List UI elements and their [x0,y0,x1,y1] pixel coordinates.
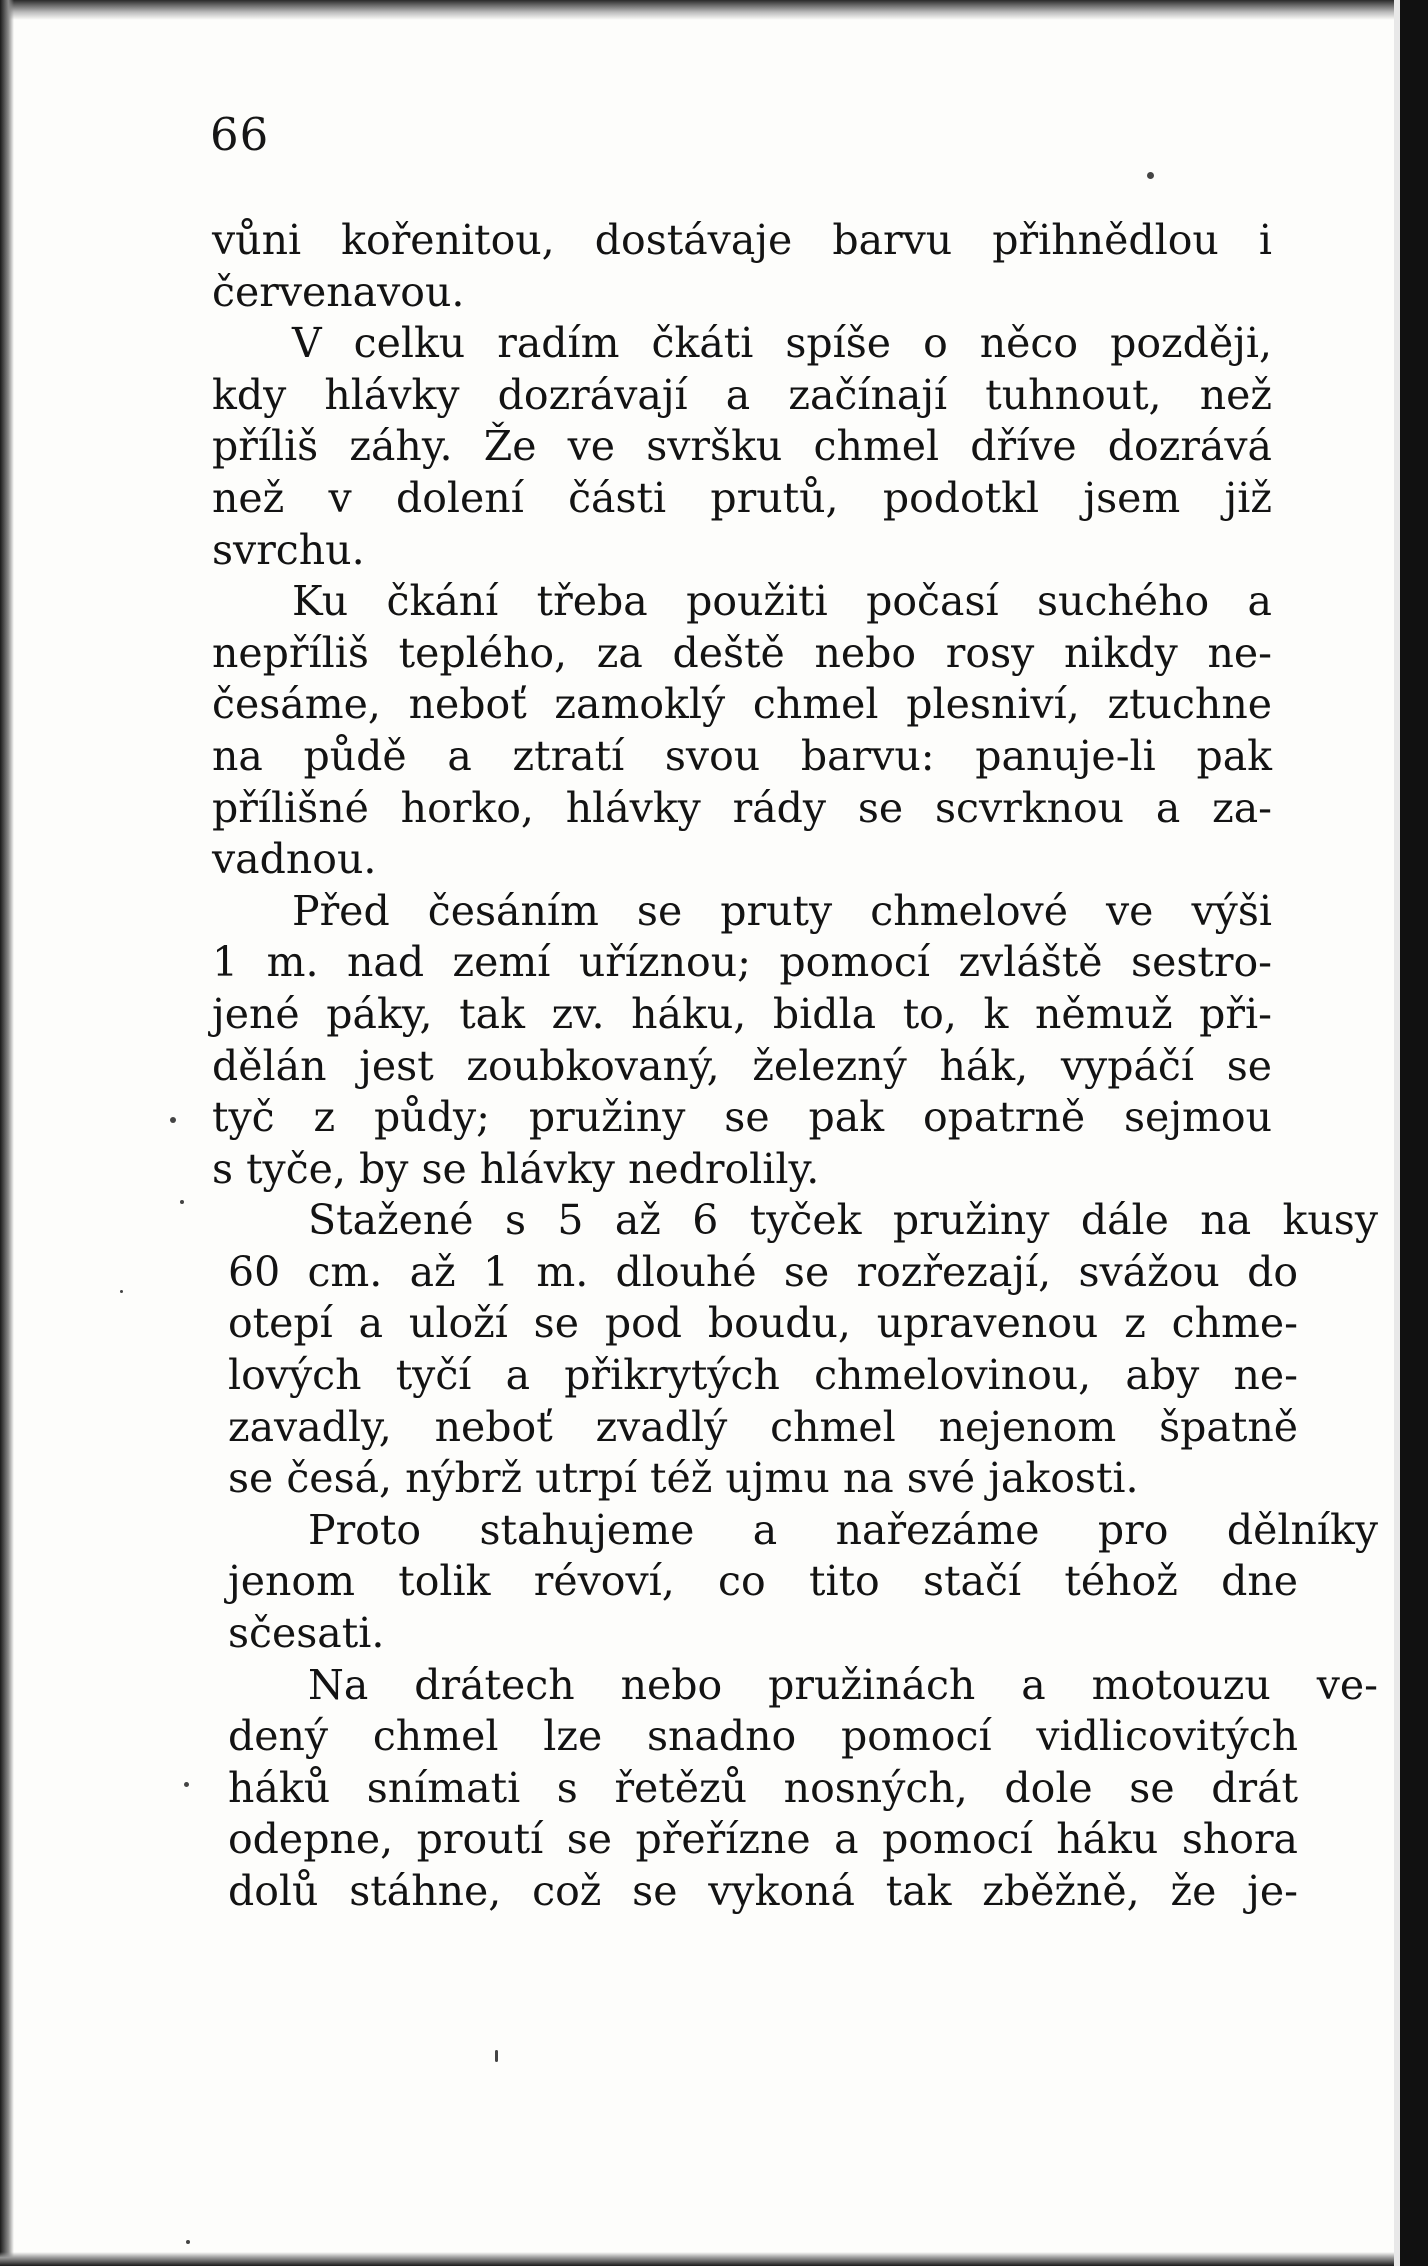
scan-speck [1147,172,1154,179]
text-line: Ku čkání třeba použiti počasí suchého a [292,577,1272,626]
text-line: otepí a uloží se pod boudu, upravenou z chme- [228,1299,1298,1348]
text-line: vůni kořenitou, dostávaje barvu přihnědlou i [212,216,1272,264]
text-line: tyč z půdy; pružiny se pak opatrně sejmou [212,1093,1272,1142]
text-line: 60 cm. až 1 m. dlouhé se rozřezají, svážou do [228,1247,1298,1296]
text-line: nepříliš teplého, za deště nebo rosy nikdy ne- [212,628,1272,677]
scan-speck [170,1117,176,1123]
text-line: lových tyčí a přikrytých chmelovinou, aby ne- [228,1351,1298,1400]
scan-edge-right [1400,0,1428,2266]
text-line: přílišné horko, hlávky rády se scvrknou a za- [212,783,1272,832]
text-line: Proto stahujeme a nařezáme pro dělníky [308,1505,1378,1554]
text-line: jenom tolik révoví, co tito stačí téhož dne [228,1557,1298,1606]
scan-edge-left [0,0,14,2266]
page-number: 66 [210,108,270,161]
scan-speck [186,2240,190,2244]
text-line: se česá, nýbrž utrpí též ujmu na své jakosti. [228,1454,1139,1503]
scan-edge-top [0,0,1428,20]
text-line: na půdě a ztratí svou barvu: panuje-li pak [212,731,1272,780]
text-line: kdy hlávky dozrávají a začínají tuhnout, než [212,370,1272,419]
text-line: dený chmel lze snadno pomocí vidlicovitých [228,1712,1298,1761]
text-line: svrchu. [212,525,365,574]
text-line: sčesati. [228,1609,385,1658]
text-line: vadnou. [212,835,377,884]
text-line: Před česáním se pruty chmelové ve výši [292,886,1272,935]
text-line: dolů stáhne, což se vykoná tak zběžně, že je- [228,1867,1298,1915]
text-line: než v dolení části prutů, podotkl jsem již [212,473,1272,522]
body-text [212,215,1378,1918]
text-line: 1 m. nad zemí uříznou; pomocí zvláště sestro- [212,938,1272,987]
scan-edge-bottom [0,2252,1428,2266]
text-line: česáme, neboť zamoklý chmel plesniví, ztuchne [212,680,1272,729]
text-line: V celku radím čkáti spíše o něco později, [292,319,1272,368]
text-line: odepne, proutí se přeřízne a pomocí háku shora [228,1815,1298,1864]
text-line: příliš záhy. Že ve svršku chmel dříve dozrává [212,422,1272,471]
text-line: háků snímati s řetězů nosných, dole se drát [228,1763,1298,1812]
text-line: Na drátech nebo pružinách a motouzu ve- [308,1660,1378,1709]
scan-speck [495,2050,498,2062]
text-line: dělán jest zoubkovaný, železný hák, vypáčí se [212,1041,1272,1090]
scan-speck [180,1200,184,1204]
text-line: zavadly, neboť zvadlý chmel nejenom špatně [228,1402,1298,1451]
text-line: Stažené s 5 až 6 tyček pružiny dále na kusy [308,1196,1378,1245]
text-line: s tyče, by se hlávky nedrolily. [212,1144,820,1193]
text-line: červenavou. [212,267,465,316]
scan-speck [120,1290,123,1293]
text-line: jené páky, tak zv. háku, bidla to, k němuž při- [212,989,1272,1038]
scan-speck [184,1782,189,1787]
